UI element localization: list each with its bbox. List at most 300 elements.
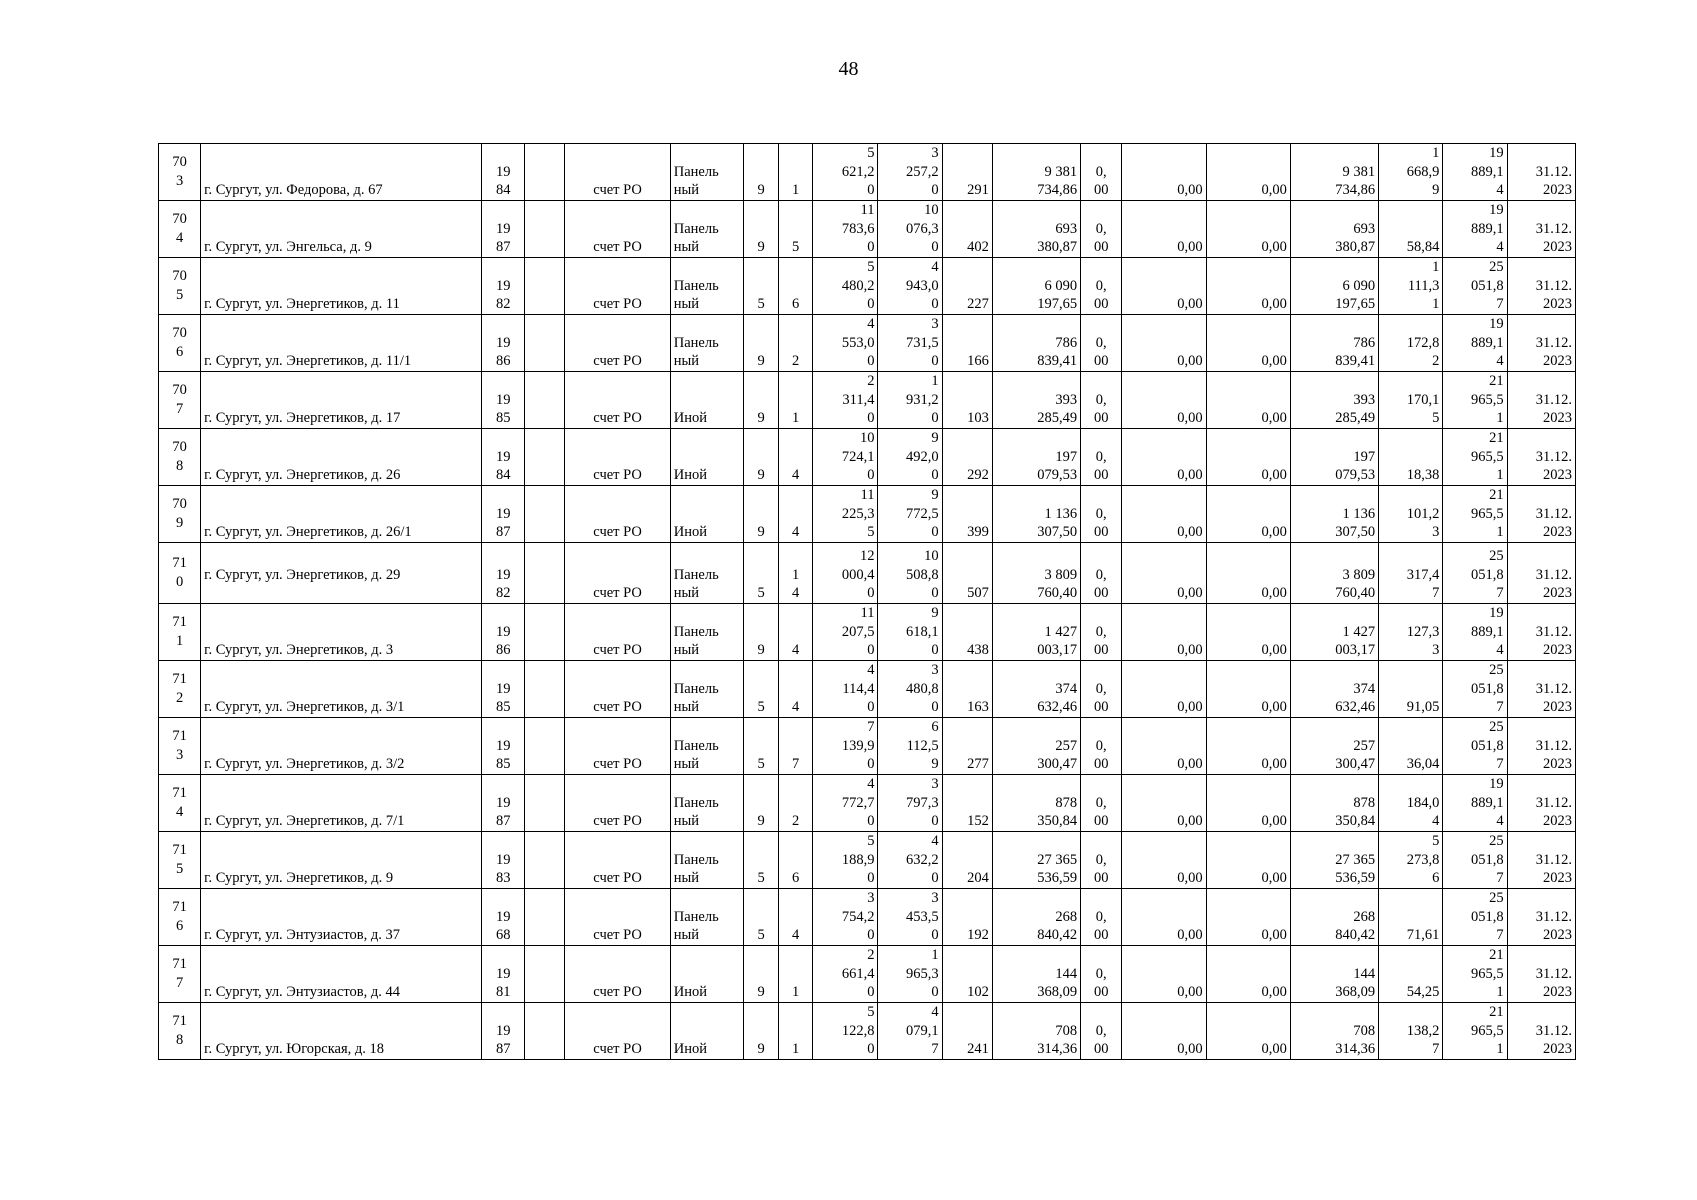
build-year xyxy=(482,604,525,661)
cost-per-sqm-line: 7 xyxy=(1432,585,1440,602)
cost-per-sqm-line: 668,9 xyxy=(1406,163,1440,180)
area-total-line: 122,8 xyxy=(841,1022,875,1039)
cost-owners-line: 268 xyxy=(1353,908,1376,925)
cost-local xyxy=(1206,429,1290,486)
build-year xyxy=(482,775,525,832)
address-line: г. Сургут, ул. Энтузиастов, д. 37 xyxy=(204,927,401,944)
address xyxy=(201,372,482,429)
residents xyxy=(942,543,992,604)
area-total-line: 139,9 xyxy=(841,737,875,754)
area-total-line: 772,7 xyxy=(841,794,875,811)
residents-line: 103 xyxy=(967,410,989,427)
cost-limit-line: 7 xyxy=(1496,756,1504,773)
residents xyxy=(942,258,992,315)
area-total xyxy=(813,718,878,775)
cost-fed-line: 0, xyxy=(1095,965,1107,982)
completion-date xyxy=(1507,661,1575,718)
residents xyxy=(942,718,992,775)
build-year-line: 85 xyxy=(495,756,511,773)
cost-per-sqm-line: 3 xyxy=(1432,642,1440,659)
table-row xyxy=(159,661,1576,718)
cost-region xyxy=(1122,604,1206,661)
cost-total-line: 840,42 xyxy=(1037,927,1078,944)
cost-limit xyxy=(1443,429,1507,486)
cost-per-sqm xyxy=(1379,258,1443,315)
cost-owners xyxy=(1290,372,1378,429)
cost-total-line: 734,86 xyxy=(1037,182,1078,199)
area-residential xyxy=(878,486,942,543)
cost-fed xyxy=(1081,661,1122,718)
build-year xyxy=(482,486,525,543)
floors-line: 9 xyxy=(757,813,765,830)
cost-local xyxy=(1206,718,1290,775)
wall-material xyxy=(670,718,743,775)
cost-per-sqm-line: 1 xyxy=(1432,259,1440,276)
wall-material-line: ный xyxy=(673,353,700,370)
build-year-line: 68 xyxy=(495,927,511,944)
cost-limit xyxy=(1443,661,1507,718)
cost-total-line: 693 xyxy=(1055,220,1078,237)
cost-fed-line: 0, xyxy=(1095,334,1107,351)
row-number xyxy=(159,372,201,429)
cost-owners-line: 307,50 xyxy=(1335,524,1376,541)
area-total-line: 11 xyxy=(860,487,875,504)
cost-fed-line: 00 xyxy=(1093,984,1109,1001)
fund-method-line: счет РО xyxy=(593,813,642,830)
completion-date xyxy=(1507,429,1575,486)
cost-region-line: 0,00 xyxy=(1177,239,1203,256)
fund-method-line: счет РО xyxy=(593,239,642,256)
residents xyxy=(942,486,992,543)
address-line: г. Сургут, ул. Энергетиков, д. 26/1 xyxy=(204,524,412,541)
build-year-line: 84 xyxy=(495,467,511,484)
wall-material-line: Панель xyxy=(673,851,719,868)
floors xyxy=(744,315,779,372)
cost-limit-line: 25 xyxy=(1489,259,1504,276)
wall-material-line: Панель xyxy=(673,277,719,294)
cost-limit-line: 1 xyxy=(1496,1041,1504,1058)
cost-fed-line: 0, xyxy=(1095,794,1107,811)
area-total-line: 0 xyxy=(867,756,875,773)
address xyxy=(201,604,482,661)
wall-material xyxy=(670,604,743,661)
row-number xyxy=(159,889,201,946)
cost-fed xyxy=(1081,604,1122,661)
area-total xyxy=(813,661,878,718)
cost-per-sqm-line: 54,25 xyxy=(1406,984,1440,1001)
residents-line: 438 xyxy=(967,642,989,659)
wall-material xyxy=(670,832,743,889)
entrances-line: 6 xyxy=(792,296,800,313)
cost-local-line: 0,00 xyxy=(1261,524,1287,541)
area-residential-line: 3 xyxy=(931,145,939,162)
empty-cell xyxy=(525,144,565,201)
wall-material-line: Иной xyxy=(673,410,708,427)
area-residential-line: 9 xyxy=(931,605,939,622)
cost-region-line: 0,00 xyxy=(1177,642,1203,659)
cost-limit-line: 965,5 xyxy=(1470,391,1504,408)
build-year-line: 82 xyxy=(495,585,511,602)
fund-method xyxy=(565,718,670,775)
floors-line: 9 xyxy=(757,984,765,1001)
area-total-line: 0 xyxy=(867,984,875,1001)
cost-region xyxy=(1122,486,1206,543)
area-residential xyxy=(878,372,942,429)
floors-line: 9 xyxy=(757,642,765,659)
row-number-line: 0 xyxy=(175,574,184,590)
cost-total xyxy=(992,315,1080,372)
area-total-line: 3 xyxy=(867,890,875,907)
completion-date-line: 31.12. xyxy=(1535,391,1572,408)
cost-owners-line: 708 xyxy=(1353,1022,1376,1039)
cost-total xyxy=(992,718,1080,775)
cost-fed-line: 00 xyxy=(1093,756,1109,773)
area-total-line: 661,4 xyxy=(841,965,875,982)
empty-cell xyxy=(525,889,565,946)
completion-date xyxy=(1507,604,1575,661)
cost-owners xyxy=(1290,604,1378,661)
residents-line: 507 xyxy=(967,585,989,602)
entrances xyxy=(779,258,813,315)
area-total xyxy=(813,258,878,315)
entrances-line: 4 xyxy=(792,927,800,944)
cost-region xyxy=(1122,889,1206,946)
cost-region xyxy=(1122,661,1206,718)
area-residential-line: 4 xyxy=(931,1004,939,1021)
area-residential-line: 492,0 xyxy=(906,448,939,465)
row-number-line: 1 xyxy=(175,633,184,649)
completion-date xyxy=(1507,258,1575,315)
area-total-line: 783,6 xyxy=(841,220,875,237)
residents-line: 402 xyxy=(967,239,989,256)
fund-method-line: счет РО xyxy=(593,410,642,427)
entrances xyxy=(779,429,813,486)
area-total-line: 621,2 xyxy=(841,163,875,180)
floors xyxy=(744,201,779,258)
cost-region xyxy=(1122,258,1206,315)
area-residential-line: 0 xyxy=(931,585,939,602)
cost-per-sqm xyxy=(1379,429,1443,486)
fund-method-line: счет РО xyxy=(593,870,642,887)
entrances-line: 1 xyxy=(792,410,800,427)
area-residential xyxy=(878,775,942,832)
cost-total-line: 314,36 xyxy=(1037,1041,1078,1058)
fund-method xyxy=(565,775,670,832)
address xyxy=(201,661,482,718)
area-residential xyxy=(878,946,942,1003)
area-total-line: 0 xyxy=(867,1041,875,1058)
cost-total-line: 197,65 xyxy=(1037,296,1078,313)
cost-limit-line: 1 xyxy=(1496,467,1504,484)
build-year-line: 87 xyxy=(495,239,511,256)
fund-method-line: счет РО xyxy=(593,927,642,944)
cost-per-sqm-line: 101,2 xyxy=(1406,505,1440,522)
build-year xyxy=(482,201,525,258)
cost-limit-line: 25 xyxy=(1489,890,1504,907)
address-line: г. Сургут, ул. Энергетиков, д. 3/1 xyxy=(204,699,405,716)
area-total-line: 10 xyxy=(859,430,875,447)
table-row xyxy=(159,832,1576,889)
cost-owners xyxy=(1290,661,1378,718)
cost-limit-line: 19 xyxy=(1489,776,1504,793)
area-residential-line: 731,5 xyxy=(906,334,939,351)
cost-owners xyxy=(1290,543,1378,604)
cost-owners-line: 536,59 xyxy=(1335,870,1376,887)
cost-owners-line: 6 090 xyxy=(1342,277,1376,294)
completion-date-line: 31.12. xyxy=(1535,965,1572,982)
wall-material-line: Иной xyxy=(673,524,708,541)
area-residential-line: 508,8 xyxy=(906,566,939,583)
cost-region xyxy=(1122,315,1206,372)
fund-method xyxy=(565,946,670,1003)
area-residential-line: 3 xyxy=(931,662,939,679)
floors xyxy=(744,718,779,775)
floors xyxy=(744,543,779,604)
row-number xyxy=(159,144,201,201)
fund-method-line: счет РО xyxy=(593,296,642,313)
cost-owners-line: 380,87 xyxy=(1335,239,1376,256)
address-line: г. Сургут, ул. Энергетиков, д. 11/1 xyxy=(204,353,412,370)
cost-total xyxy=(992,889,1080,946)
cost-total-line: 380,87 xyxy=(1037,239,1078,256)
residents xyxy=(942,889,992,946)
entrances-line: 1 xyxy=(792,182,800,199)
area-total-line: 0 xyxy=(867,353,875,370)
floors xyxy=(744,661,779,718)
wall-material-line: Панель xyxy=(673,737,719,754)
area-total-line: 188,9 xyxy=(841,851,875,868)
wall-material xyxy=(670,775,743,832)
completion-date-line: 2023 xyxy=(1543,524,1572,541)
residents-line: 166 xyxy=(967,353,989,370)
cost-local-line: 0,00 xyxy=(1261,239,1287,256)
cost-total-line: 786 xyxy=(1055,334,1078,351)
fund-method-line: счет РО xyxy=(593,642,642,659)
cost-owners-line: 632,46 xyxy=(1335,699,1376,716)
cost-region xyxy=(1122,946,1206,1003)
build-year-line: 19 xyxy=(495,505,511,522)
table-row xyxy=(159,486,1576,543)
wall-material-line: Иной xyxy=(673,1041,708,1058)
cost-per-sqm xyxy=(1379,661,1443,718)
cost-limit-line: 051,8 xyxy=(1470,277,1504,294)
build-year-line: 19 xyxy=(495,851,511,868)
cost-limit xyxy=(1443,889,1507,946)
area-residential xyxy=(878,661,942,718)
row-number-line: 4 xyxy=(175,804,184,820)
row-number-line: 71 xyxy=(172,956,187,973)
wall-material-line: ный xyxy=(673,239,700,256)
completion-date-line: 31.12. xyxy=(1535,566,1572,583)
cost-total xyxy=(992,486,1080,543)
row-number-line: 71 xyxy=(172,899,187,916)
fund-method-line: счет РО xyxy=(593,353,642,370)
area-total-line: 0 xyxy=(867,870,875,887)
cost-limit xyxy=(1443,946,1507,1003)
cost-fed-line: 0, xyxy=(1095,1022,1107,1039)
floors xyxy=(744,486,779,543)
cost-local xyxy=(1206,832,1290,889)
area-total xyxy=(813,144,878,201)
address xyxy=(201,543,482,604)
cost-fed-line: 0, xyxy=(1095,737,1107,754)
build-year-line: 19 xyxy=(495,737,511,754)
wall-material-line: ный xyxy=(673,296,700,313)
row-number xyxy=(159,661,201,718)
residents-line: 292 xyxy=(967,467,989,484)
cost-local xyxy=(1206,543,1290,604)
floors-line: 9 xyxy=(757,524,765,541)
cost-owners-line: 27 365 xyxy=(1335,851,1376,868)
cost-local-line: 0,00 xyxy=(1261,585,1287,602)
cost-limit-line: 25 xyxy=(1489,719,1504,736)
address xyxy=(201,889,482,946)
area-total xyxy=(813,315,878,372)
wall-material-line: Иной xyxy=(673,984,708,1001)
row-number xyxy=(159,543,201,604)
fund-method xyxy=(565,604,670,661)
area-residential-line: 632,2 xyxy=(906,851,939,868)
completion-date-line: 2023 xyxy=(1543,1041,1572,1058)
cost-per-sqm xyxy=(1379,718,1443,775)
area-residential xyxy=(878,604,942,661)
build-year-line: 87 xyxy=(495,1041,511,1058)
floors xyxy=(744,775,779,832)
cost-fed-line: 0, xyxy=(1095,908,1107,925)
cost-owners xyxy=(1290,832,1378,889)
area-total-line: 0 xyxy=(867,410,875,427)
residents xyxy=(942,144,992,201)
cost-local xyxy=(1206,889,1290,946)
cost-per-sqm xyxy=(1379,1003,1443,1060)
cost-owners xyxy=(1290,429,1378,486)
build-year-line: 86 xyxy=(495,642,511,659)
cost-owners-line: 197,65 xyxy=(1335,296,1376,313)
cost-owners-line: 1 136 xyxy=(1342,505,1376,522)
table-row xyxy=(159,889,1576,946)
cost-per-sqm-line: 5 xyxy=(1432,833,1440,850)
cost-owners-line: 079,53 xyxy=(1335,467,1376,484)
cost-limit-line: 051,8 xyxy=(1470,908,1504,925)
area-total xyxy=(813,543,878,604)
cost-owners xyxy=(1290,315,1378,372)
completion-date-line: 2023 xyxy=(1543,813,1572,830)
completion-date-line: 31.12. xyxy=(1535,623,1572,640)
build-year xyxy=(482,315,525,372)
wall-material-line: ный xyxy=(673,642,700,659)
entrances xyxy=(779,946,813,1003)
completion-date-line: 2023 xyxy=(1543,984,1572,1001)
cost-owners-line: 760,40 xyxy=(1335,585,1376,602)
area-total-line: 0 xyxy=(867,699,875,716)
floors-line: 9 xyxy=(757,182,765,199)
area-total-line: 0 xyxy=(867,467,875,484)
fund-method xyxy=(565,315,670,372)
fund-method xyxy=(565,832,670,889)
area-total xyxy=(813,946,878,1003)
cost-region-line: 0,00 xyxy=(1177,353,1203,370)
cost-per-sqm-line: 3 xyxy=(1432,524,1440,541)
cost-local-line: 0,00 xyxy=(1261,984,1287,1001)
cost-fed-line: 0, xyxy=(1095,448,1107,465)
fund-method xyxy=(565,889,670,946)
area-total-line: 114,4 xyxy=(842,680,875,697)
area-total-line: 0 xyxy=(867,585,875,602)
empty-cell xyxy=(525,315,565,372)
address-line: г. Сургут, ул. Энергетиков, д. 17 xyxy=(204,410,401,427)
entrances-line: 7 xyxy=(792,756,800,773)
build-year-line: 19 xyxy=(495,1022,511,1039)
build-year-line: 85 xyxy=(495,410,511,427)
completion-date-line: 31.12. xyxy=(1535,851,1572,868)
address-line: г. Сургут, ул. Энергетиков, д. 26 xyxy=(204,467,401,484)
cost-limit-line: 21 xyxy=(1489,487,1504,504)
cost-owners-line: 734,86 xyxy=(1335,182,1376,199)
address-line: г. Сургут, ул. Энгельса, д. 9 xyxy=(204,239,372,256)
cost-per-sqm-line: 317,4 xyxy=(1406,566,1440,583)
cost-total xyxy=(992,144,1080,201)
registry-table xyxy=(158,143,1576,1060)
address xyxy=(201,429,482,486)
area-total-line: 311,4 xyxy=(842,391,875,408)
cost-per-sqm-line: 111,3 xyxy=(1407,277,1440,294)
floors-line: 9 xyxy=(757,353,765,370)
row-number-line: 70 xyxy=(172,154,187,171)
cost-owners-line: 839,41 xyxy=(1335,353,1376,370)
cost-region-line: 0,00 xyxy=(1177,813,1203,830)
cost-fed xyxy=(1081,201,1122,258)
residents xyxy=(942,201,992,258)
cost-limit-line: 889,1 xyxy=(1470,623,1504,640)
area-total-line: 553,0 xyxy=(841,334,875,351)
area-residential-line: 0 xyxy=(931,870,939,887)
area-total-line: 0 xyxy=(867,813,875,830)
build-year xyxy=(482,832,525,889)
build-year-line: 82 xyxy=(495,296,511,313)
cost-owners-line: 374 xyxy=(1353,680,1376,697)
cost-per-sqm-line: 273,8 xyxy=(1406,851,1440,868)
area-total-line: 000,4 xyxy=(841,566,875,583)
area-total-line: 5 xyxy=(867,833,875,850)
residents xyxy=(942,1003,992,1060)
cost-fed-line: 00 xyxy=(1093,813,1109,830)
residents xyxy=(942,946,992,1003)
cost-total xyxy=(992,775,1080,832)
fund-method xyxy=(565,144,670,201)
cost-total xyxy=(992,661,1080,718)
completion-date xyxy=(1507,201,1575,258)
page-number: 48 xyxy=(838,58,859,80)
cost-limit xyxy=(1443,258,1507,315)
table-row xyxy=(159,315,1576,372)
cost-fed-line: 00 xyxy=(1093,642,1109,659)
address xyxy=(201,775,482,832)
cost-limit-line: 19 xyxy=(1489,145,1504,162)
area-total xyxy=(813,201,878,258)
area-total xyxy=(813,1003,878,1060)
wall-material-line: Панель xyxy=(673,566,719,583)
cost-region xyxy=(1122,775,1206,832)
completion-date-line: 2023 xyxy=(1543,467,1572,484)
address xyxy=(201,258,482,315)
floors-line: 9 xyxy=(757,239,765,256)
empty-cell xyxy=(525,372,565,429)
cost-fed xyxy=(1081,144,1122,201)
floors xyxy=(744,429,779,486)
cost-owners-line: 840,42 xyxy=(1335,927,1376,944)
residents-line: 277 xyxy=(967,756,989,773)
entrances-line: 6 xyxy=(792,870,800,887)
